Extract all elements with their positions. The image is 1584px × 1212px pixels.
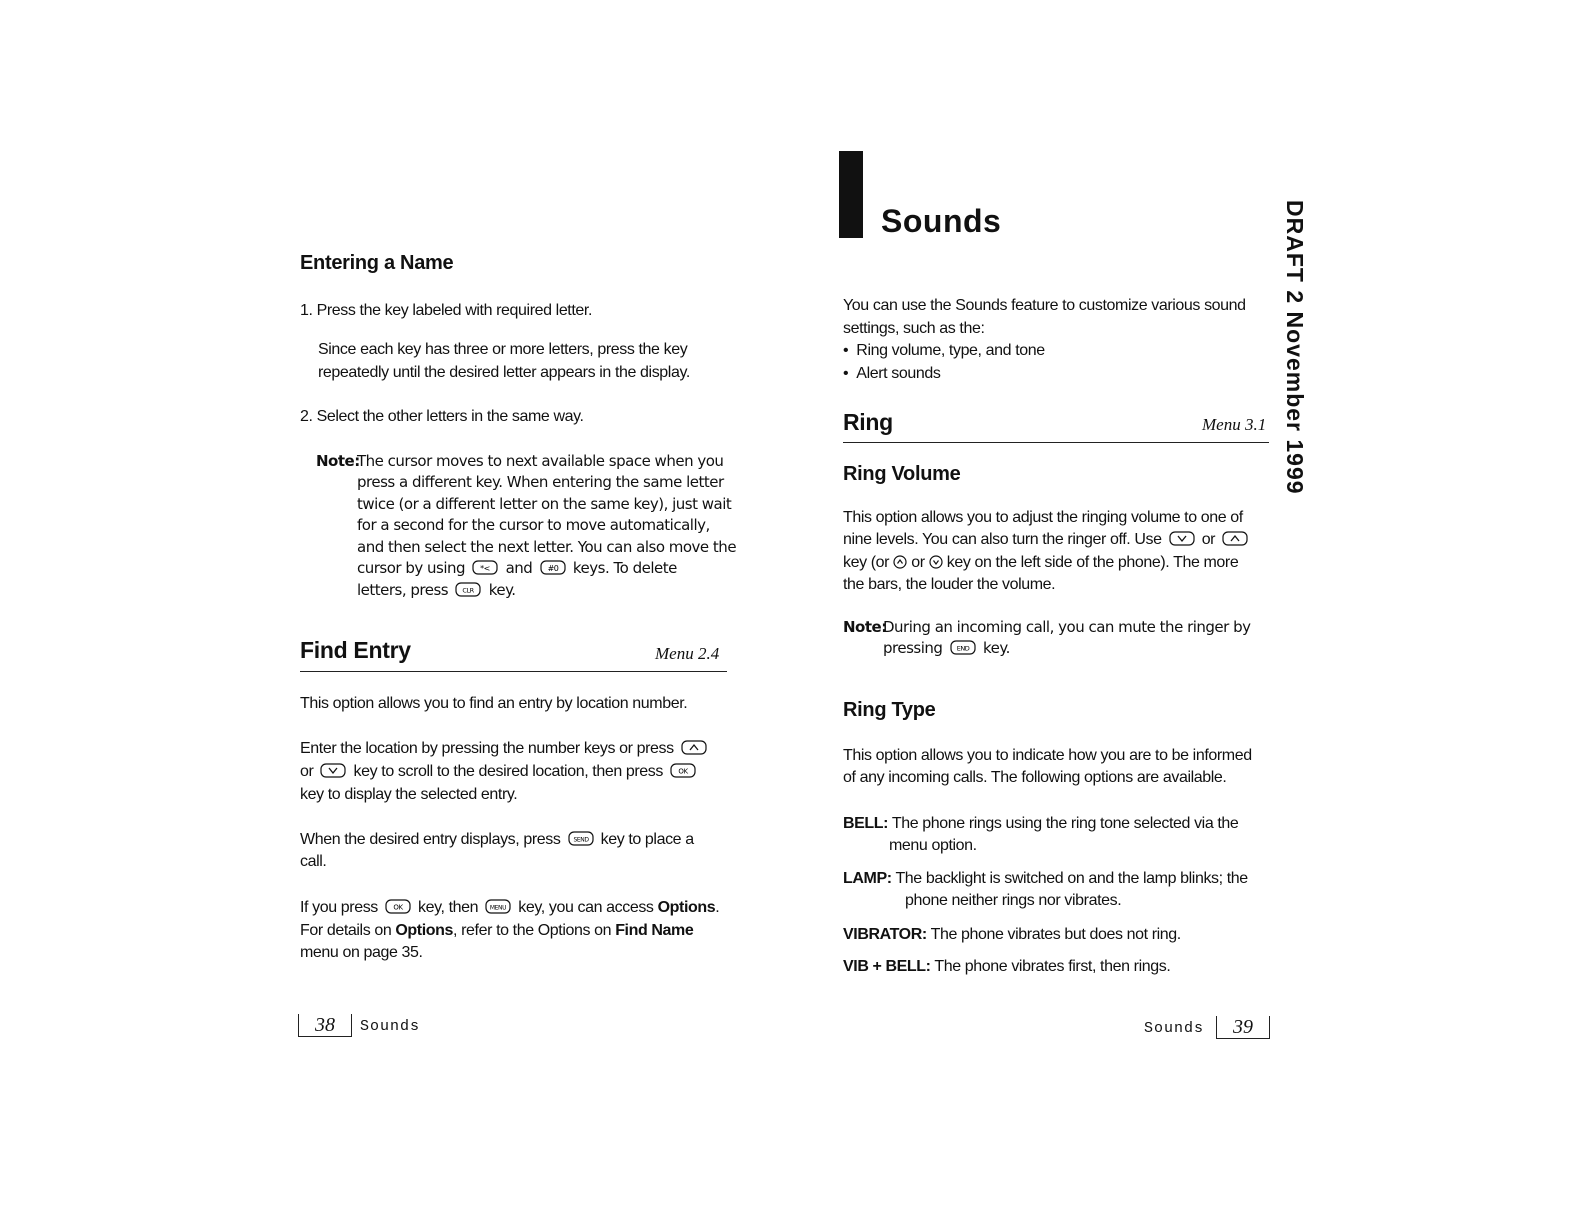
down-key-icon: [1169, 531, 1195, 546]
intro-line-2: settings, such as the:: [843, 320, 985, 337]
step-2: 2. Select the other letters in the same way.: [300, 408, 584, 425]
footer-section: Sounds: [360, 1018, 421, 1035]
find-entry-p1: This option allows you to find an entry by location number.: [300, 695, 688, 712]
up-key-icon: [1222, 531, 1248, 546]
bullet-2: • Alert sounds: [843, 365, 941, 382]
find-entry-p4-line3: menu on page 35.: [300, 944, 423, 961]
ring-type-heading: Ring Type: [843, 699, 936, 721]
intro-line-1: You can use the Sounds feature to customize various sound: [843, 297, 1246, 314]
chapter-bar: [839, 151, 863, 238]
bullet-1: • Ring volume, type, and tone: [843, 342, 1045, 359]
ring-volume-line1: This option allows you to adjust the ringing volume to one of: [843, 509, 1243, 526]
draft-stamp: DRAFT 2 November 1999: [1282, 200, 1308, 495]
find-entry-p3-line1: When the desired entry displays, press SEND key to place a: [300, 831, 694, 848]
svg-text:MENU: MENU: [490, 904, 507, 912]
option-lamp: LAMP: The backlight is switched on and the lamp blinks; the: [843, 870, 1248, 887]
ring-rule: [843, 442, 1269, 443]
ring-type-line1: This option allows you to indicate how you are to be informed: [843, 747, 1252, 764]
clr-key-icon: [455, 582, 481, 597]
step-1: 1. Press the key labeled with required letter.: [300, 302, 592, 319]
page-number-box: [298, 1014, 352, 1037]
page-number: 38: [315, 1014, 335, 1036]
down-key-icon: [320, 763, 346, 778]
entering-name-heading: Entering a Name: [300, 252, 454, 274]
find-entry-p2-line2: or key to scroll to the desired location, then press OK: [300, 761, 699, 784]
find-entry-heading: Find Entry: [300, 637, 411, 663]
send-key-icon: [568, 831, 594, 846]
end-key-icon: [950, 640, 976, 655]
note-line-3: twice (or a different letter on the same key), just wait: [357, 495, 732, 513]
ring-volume-line4: the bars, the louder the volume.: [843, 576, 1056, 593]
find-entry-p4-line1: If you press OK key, then MENU key, you can access Options.: [300, 899, 720, 916]
ring-note-label: Note:: [843, 618, 887, 636]
ring-type-line2: of any incoming calls. The following options are available.: [843, 769, 1227, 786]
ok-key-icon: [670, 763, 696, 778]
page-number-box: [1216, 1016, 1270, 1039]
find-entry-p2-line3: key to display the selected entry.: [300, 786, 518, 803]
ring-volume-line2: nine levels. You can also turn the ringer off. Use or: [843, 529, 1251, 552]
svg-text:OK: OK: [678, 767, 688, 776]
ring-note-line1: During an incoming call, you can mute the ringer by: [883, 618, 1251, 636]
note-line-7: letters, press CLR key.: [357, 581, 516, 599]
find-entry-menu-ref: Menu 2.4: [655, 644, 720, 663]
ring-menu-ref: Menu 3.1: [1202, 415, 1267, 434]
svg-text:#0: #0: [547, 564, 559, 573]
svg-text:SEND: SEND: [572, 836, 589, 844]
hash-key-icon: [540, 560, 566, 575]
ring-note-line2: pressing END key.: [883, 639, 1010, 657]
ring-volume-heading: Ring Volume: [843, 463, 961, 485]
page-number: 39: [1233, 1016, 1253, 1038]
right-page: [792, 0, 1584, 1212]
ring-volume-line3: key (or or key on the left side of the phone). The more: [843, 552, 1238, 577]
footer-section: Sounds: [1144, 1020, 1205, 1037]
note-line-4: for a second for the cursor to move automatically,: [357, 516, 710, 534]
option-bell: BELL: The phone rings using the ring tone selected via the: [843, 815, 1239, 832]
find-entry-p2-line1: Enter the location by pressing the number keys or press: [300, 738, 710, 761]
find-entry-p4-line2: For details on Options, refer to the Options on Find Name: [300, 922, 694, 939]
note-line-1: The cursor moves to next available space when you: [357, 452, 724, 470]
star-key-icon: [472, 560, 498, 575]
note-line-6: cursor by using *< and #0 keys. To delete: [357, 559, 677, 577]
note-label: Note:: [316, 452, 360, 470]
note-line-2: press a different key. When entering the same letter: [357, 473, 724, 491]
up-key-icon: [681, 740, 707, 755]
svg-text:END: END: [956, 644, 969, 653]
ring-heading: Ring: [843, 409, 893, 435]
ok-key-icon: [385, 899, 411, 914]
chapter-title: Sounds: [881, 203, 1002, 239]
svg-text:*<: *<: [480, 564, 491, 573]
note-line-5: and then select the next letter. You can also move the: [357, 538, 737, 556]
step-1-detail-line2: repeatedly until the desired letter appears in the display.: [318, 364, 690, 381]
option-bell-line2: menu option.: [889, 837, 977, 854]
option-vibrator: VIBRATOR: The phone vibrates but does not ring.: [843, 926, 1181, 943]
menu-key-icon: [485, 899, 511, 914]
find-entry-p3-line2: call.: [300, 853, 327, 870]
svg-text:CLR: CLR: [462, 586, 474, 595]
svg-text:OK: OK: [393, 903, 403, 912]
find-entry-rule: [300, 671, 727, 672]
option-vib-bell: VIB + BELL: The phone vibrates first, then rings.: [843, 958, 1171, 975]
option-lamp-line2: phone neither rings nor vibrates.: [905, 892, 1122, 909]
step-1-detail-line1: Since each key has three or more letters, press the key: [318, 341, 688, 358]
